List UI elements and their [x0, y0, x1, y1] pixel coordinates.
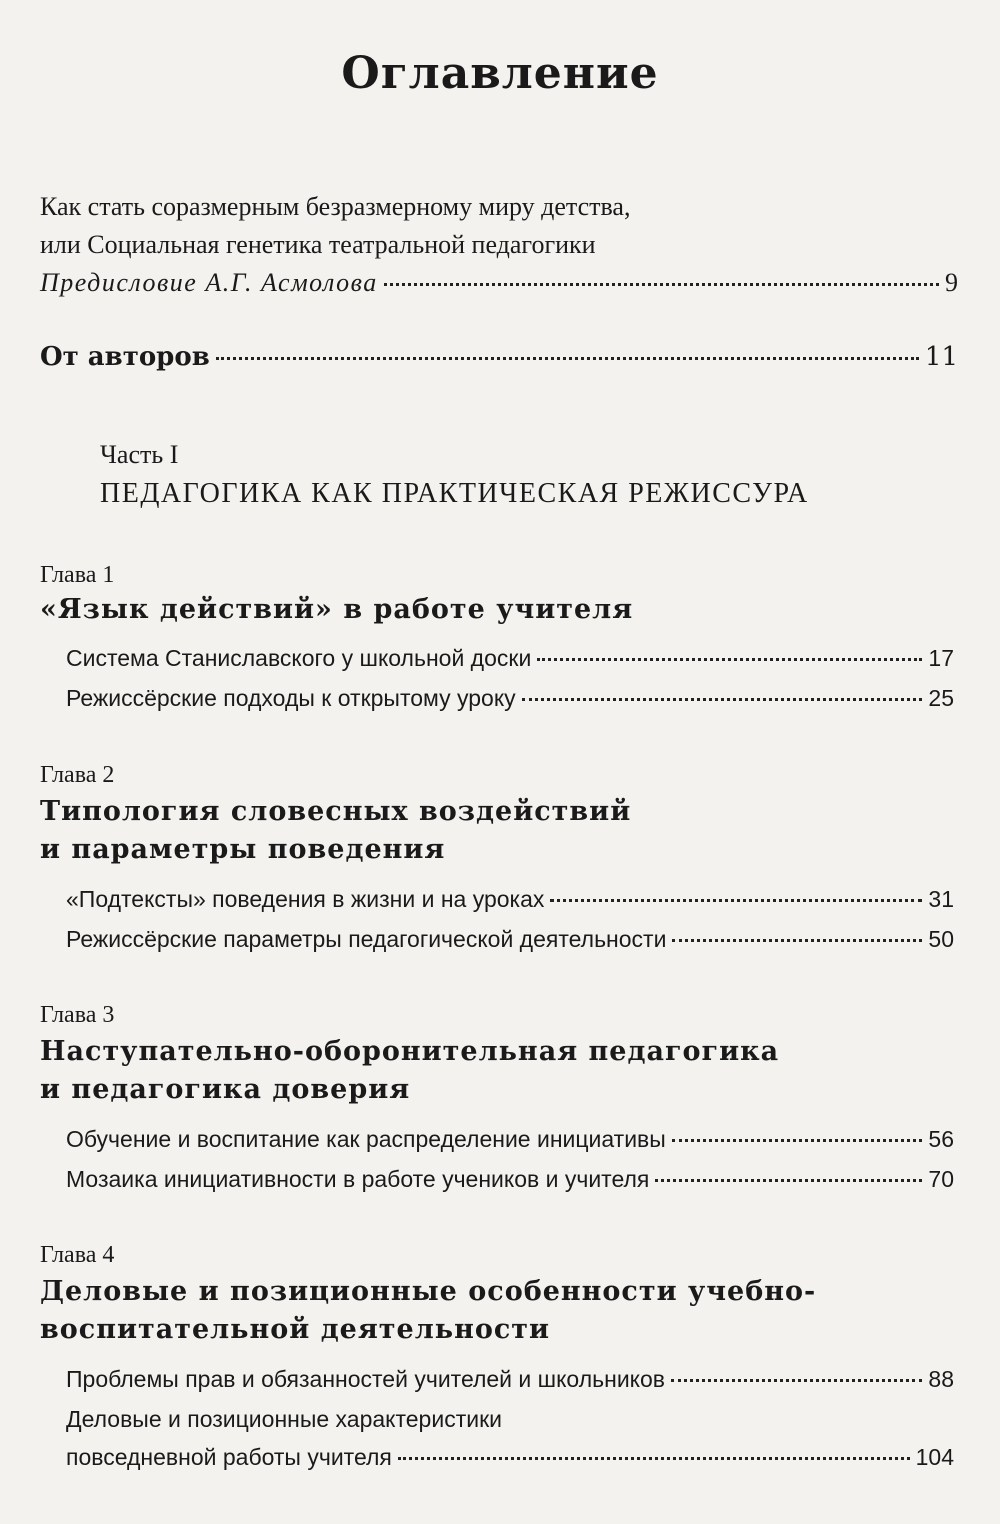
page-number: 9: [945, 268, 958, 297]
entry-title: Обучение и воспитание как распределение инициативы: [66, 1126, 666, 1152]
page-number: 17: [928, 645, 954, 671]
entry-title: Система Станиславского у школьной доски: [66, 645, 532, 671]
toc-entry[interactable]: [66, 685, 954, 712]
toc-entry[interactable]: [66, 926, 954, 953]
part-title: ПЕДАГОГИКА КАК ПРАКТИЧЕСКАЯ РЕЖИССУРА: [100, 478, 809, 509]
page-number: 88: [928, 1366, 954, 1392]
chapter-4-title-line-2: воспитательной деятельности: [40, 1314, 551, 1345]
toc-entry[interactable]: [66, 1444, 954, 1471]
page-number: 50: [928, 926, 954, 952]
chapter-1-title: «Язык действий» в работе учителя: [40, 594, 634, 625]
preface-author: Предисловие А.Г. Асмолова: [40, 268, 378, 297]
chapter-3-title-line-1: Наступательно-оборонительная педагогика: [40, 1036, 780, 1067]
page-number: 56: [928, 1126, 954, 1152]
toc-entry[interactable]: [66, 1366, 954, 1393]
entry-title-line-1: Деловые и позиционные характеристики: [66, 1406, 502, 1432]
page-number: 25: [928, 685, 954, 711]
chapter-2-label: Глава 2: [40, 762, 115, 788]
toc-entry[interactable]: [66, 645, 954, 672]
chapter-4-label: Глава 4: [40, 1242, 115, 1268]
leader-dots: [550, 899, 922, 902]
authors-entry[interactable]: [40, 342, 958, 372]
page-title: Оглавление: [341, 48, 659, 99]
preface-title-line-1: Как стать соразмерным безразмерному миру детства,: [40, 192, 631, 221]
preface-title-line-2: или Социальная генетика театральной педагогики: [40, 230, 596, 259]
chapter-1-label: Глава 1: [40, 562, 115, 588]
page-number: 11: [924, 342, 958, 372]
leader-dots: [672, 1139, 923, 1142]
page-number: 31: [928, 886, 954, 912]
toc-entry[interactable]: [66, 1126, 954, 1153]
entry-title-line-2: повседневной работы учителя: [66, 1444, 392, 1470]
page-number: 70: [928, 1166, 954, 1192]
chapter-2-title-line-1: Типология словесных воздействий: [40, 796, 632, 827]
entry-title: «Подтексты» поведения в жизни и на уроках: [66, 886, 545, 912]
leader-dots: [216, 357, 919, 360]
toc-entry[interactable]: [66, 886, 954, 913]
leader-dots: [671, 1379, 922, 1382]
chapter-4-title-line-1: Деловые и позиционные особенности учебно-: [40, 1276, 817, 1307]
entry-title: Режиссёрские подходы к открытому уроку: [66, 685, 516, 711]
preface-entry[interactable]: [40, 268, 958, 298]
entry-title: Режиссёрские параметры педагогической деятельности: [66, 926, 667, 952]
authors-title: От авторов: [40, 342, 210, 372]
chapter-3-label: Глава 3: [40, 1002, 115, 1028]
leader-dots: [398, 1457, 910, 1460]
part-label: Часть I: [100, 440, 179, 469]
chapter-2-title-line-2: и параметры поведения: [40, 834, 446, 865]
chapter-3-title-line-2: и педагогика доверия: [40, 1074, 411, 1105]
leader-dots: [384, 283, 939, 286]
leader-dots: [537, 658, 922, 661]
leader-dots: [655, 1179, 922, 1182]
entry-title: Мозаика инициативности в работе учеников и учителя: [66, 1166, 650, 1192]
leader-dots: [672, 939, 922, 942]
toc-entry[interactable]: [66, 1166, 954, 1193]
entry-title: Проблемы прав и обязанностей учителей и школьников: [66, 1366, 665, 1392]
leader-dots: [522, 698, 923, 701]
page-number: 104: [915, 1444, 954, 1470]
